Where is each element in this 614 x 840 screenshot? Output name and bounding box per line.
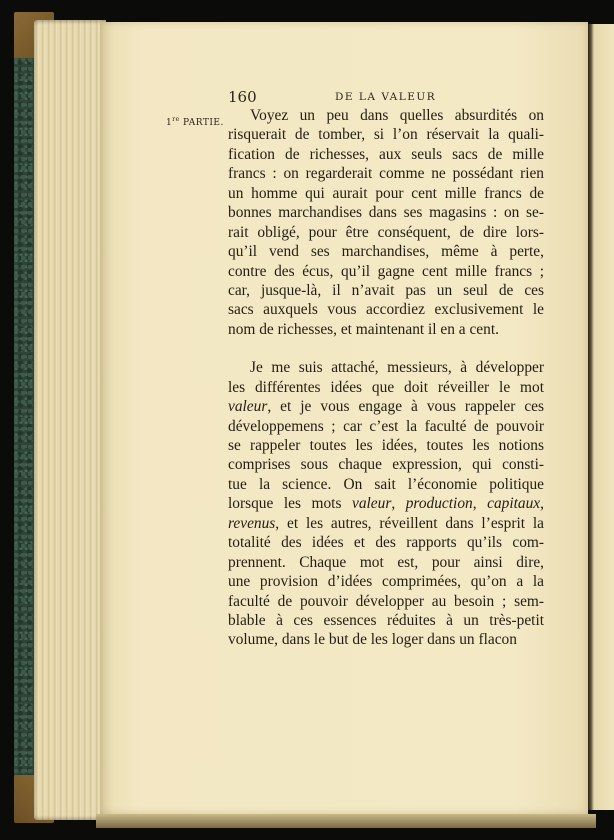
text-run: qu’il vend ses marchandises, même à perte, xyxy=(228,243,544,261)
text-run: , xyxy=(540,495,544,513)
facing-page-edge xyxy=(588,24,614,810)
text-run: les différentes idées que doit réveiller le mot xyxy=(228,378,544,396)
text-line xyxy=(228,475,544,494)
text-line xyxy=(228,378,544,397)
text-run: car, jusque-là, il n’avait pas un seul de ces xyxy=(228,281,544,299)
text-run: , xyxy=(391,495,406,513)
text-line xyxy=(228,300,544,319)
text-line xyxy=(228,417,544,436)
text-line xyxy=(228,592,544,611)
text-line xyxy=(228,611,544,630)
text-line xyxy=(228,494,544,513)
text-run: Je me suis attaché, messieurs, à développer xyxy=(250,359,544,377)
text-line xyxy=(228,553,544,572)
text-run: risquerait de tomber, si l’on réservait la quali- xyxy=(228,126,544,144)
text-run: francs : on regarderait comme ne possédant rien xyxy=(228,165,544,183)
text-run: totalité des idées et des rapports qu’ils com- xyxy=(228,534,544,552)
text-line xyxy=(228,358,544,377)
text-run: une provision d’idées comprimées, qu’on a la xyxy=(228,573,544,591)
page-number: 160 xyxy=(228,88,257,106)
margin-note-suffix: re xyxy=(172,116,180,123)
text-run: Voyez un peu dans quelles absurdités on xyxy=(250,107,544,124)
paragraph-gap xyxy=(228,339,544,358)
text-line xyxy=(228,242,544,261)
text-run: contre des écus, qu’il gagne cent mille francs ; xyxy=(228,262,544,280)
text-run: se rappeler toutes les idées, toutes les notions xyxy=(228,437,544,454)
text-run: sacs auxquels vous accordiez exclusivement le xyxy=(228,301,544,319)
text-run: bonnes marchandises dans ses magasins : on se- xyxy=(228,204,544,222)
text-line xyxy=(228,533,544,552)
italic-term: revenus xyxy=(228,514,276,532)
text-line xyxy=(228,262,544,281)
text-line xyxy=(228,436,544,455)
text-line xyxy=(228,203,544,222)
paragraph xyxy=(228,358,544,650)
text-run: tue la science. On sait l’économie politique xyxy=(228,475,544,493)
text-run: un homme qui aurait pour cent mille francs de xyxy=(228,184,544,202)
text-line xyxy=(228,514,544,533)
page-edges xyxy=(34,20,106,820)
text-run: , et les autres, réveillent dans l’esprit la xyxy=(275,514,544,532)
text-run: fication de richesses, aux seuls sacs de mille xyxy=(228,145,544,163)
running-head: DE LA VALEUR xyxy=(335,91,437,103)
text-line xyxy=(228,455,544,474)
italic-term: valeur xyxy=(352,495,392,513)
margin-note-ordinal: 1 xyxy=(166,118,173,128)
text-line xyxy=(228,397,544,416)
text-line xyxy=(228,125,544,144)
text-line xyxy=(228,106,544,125)
text-run: faculté de pouvoir développer au besoin ; sem- xyxy=(228,592,544,610)
italic-term: capitaux xyxy=(487,495,541,513)
body-text xyxy=(228,106,544,650)
italic-term: valeur xyxy=(228,398,268,416)
text-line xyxy=(228,184,544,203)
text-line xyxy=(228,281,544,300)
text-run: lorsque les mots xyxy=(228,495,352,513)
text-run: volume, dans le but de les loger dans un flacon xyxy=(228,631,517,649)
page-bottom-edge xyxy=(96,814,596,828)
italic-term: production xyxy=(405,495,473,513)
text-run: , xyxy=(472,495,488,513)
paragraph xyxy=(228,106,544,339)
text-run: comprises sous chaque expression, qui consti- xyxy=(228,456,544,474)
text-run: , et je vous engage à vous rappeler ces xyxy=(267,398,544,416)
text-line xyxy=(228,223,544,242)
text-run: développemens ; car c’est la faculté de pouvoir xyxy=(228,417,544,435)
text-line xyxy=(228,320,544,339)
text-run: nom de richesses, et maintenant il en a cent. xyxy=(228,320,499,338)
margin-note-label: PARTIE. xyxy=(183,118,224,128)
text-line xyxy=(228,572,544,591)
margin-note xyxy=(166,116,224,128)
text-run: blable à ces essences réduites à un très-petit xyxy=(228,611,544,629)
text-line xyxy=(228,630,544,649)
page-header xyxy=(228,88,544,108)
text-run: rait obligé, pour être conséquent, de dire lors- xyxy=(228,223,544,241)
text-line xyxy=(228,145,544,164)
text-run: prennent. Chaque mot est, pour ainsi dire, xyxy=(228,553,544,571)
text-line xyxy=(228,164,544,183)
